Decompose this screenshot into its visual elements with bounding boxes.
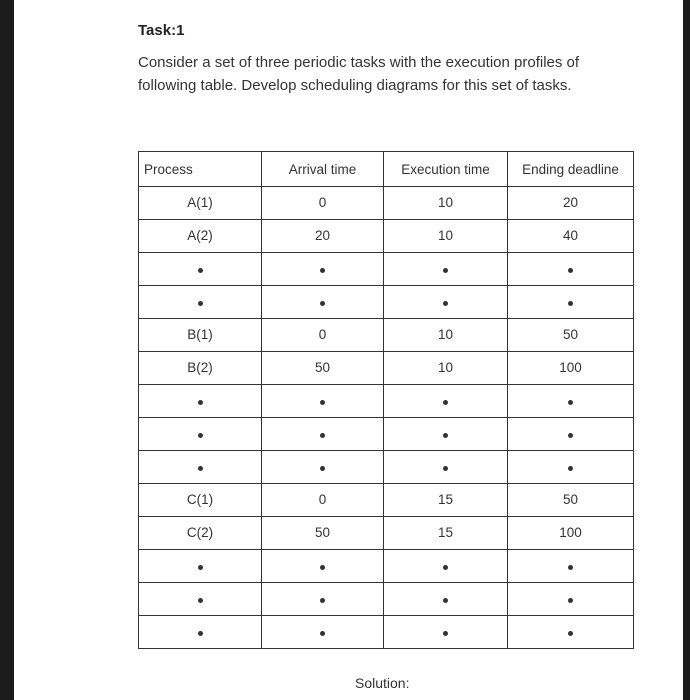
table-cell [139, 187, 262, 220]
table-cell [262, 517, 384, 550]
table-cell [508, 484, 634, 517]
cell-value: 0 [318, 492, 327, 507]
header-execution-time: Execution time [384, 152, 508, 187]
cell-value: 10 [437, 228, 454, 243]
table-row [139, 286, 634, 319]
continuation-dot [198, 301, 203, 306]
continuation-dot [198, 268, 203, 273]
cell-value: 15 [437, 492, 454, 507]
table-cell [384, 385, 508, 418]
continuation-dot [320, 301, 325, 306]
continuation-dot [443, 433, 448, 438]
continuation-dot [320, 598, 325, 603]
table-row [139, 484, 634, 517]
table-cell [384, 253, 508, 286]
table-cell [262, 385, 384, 418]
table-row [139, 451, 634, 484]
table-cell [262, 484, 384, 517]
cell-value: 0 [318, 195, 327, 210]
cell-value: C(1) [186, 492, 214, 507]
task-title: Task:1 [138, 22, 185, 39]
table-cell [139, 385, 262, 418]
cell-value: 50 [314, 360, 331, 375]
table-cell [508, 286, 634, 319]
table-cell [508, 517, 634, 550]
cell-value: 10 [437, 195, 454, 210]
cell-value: 100 [559, 360, 582, 375]
table-cell [508, 319, 634, 352]
continuation-dot [320, 268, 325, 273]
cell-value: B(1) [187, 327, 213, 342]
table-cell [262, 286, 384, 319]
continuation-dot [443, 268, 448, 273]
table-row [139, 418, 634, 451]
right-dark-margin [683, 0, 690, 700]
table-cell [508, 385, 634, 418]
cell-value: 20 [314, 228, 331, 243]
table-cell [139, 220, 262, 253]
table-cell [384, 187, 508, 220]
continuation-dot [198, 565, 203, 570]
table-cell [139, 583, 262, 616]
table-row [139, 583, 634, 616]
continuation-dot [198, 631, 203, 636]
table-cell [384, 319, 508, 352]
task-table [138, 151, 634, 649]
cell-value: 50 [314, 525, 331, 540]
continuation-dot [568, 631, 573, 636]
continuation-dot [443, 631, 448, 636]
table-cell [508, 187, 634, 220]
table-cell [384, 220, 508, 253]
cell-value: 10 [437, 327, 454, 342]
table-row [139, 616, 634, 649]
table-cell [508, 550, 634, 583]
cell-value: A(1) [187, 195, 213, 210]
continuation-dot [443, 301, 448, 306]
table-cell [262, 220, 384, 253]
continuation-dot [198, 598, 203, 603]
table-row [139, 550, 634, 583]
table-cell [262, 583, 384, 616]
solution-label: Solution: [355, 675, 410, 691]
table-cell [508, 418, 634, 451]
table-cell [384, 616, 508, 649]
table-row [139, 352, 634, 385]
cell-value: 0 [318, 327, 327, 342]
table-cell [139, 451, 262, 484]
continuation-dot [568, 565, 573, 570]
table-cell [508, 451, 634, 484]
continuation-dot [198, 466, 203, 471]
table-cell [262, 187, 384, 220]
continuation-dot [443, 598, 448, 603]
cell-value: 50 [562, 492, 579, 507]
table-row [139, 517, 634, 550]
continuation-dot [320, 565, 325, 570]
table-cell [508, 220, 634, 253]
table-cell [384, 451, 508, 484]
table-cell [384, 583, 508, 616]
cell-value: 10 [437, 360, 454, 375]
cell-value: 100 [559, 525, 582, 540]
continuation-dot [568, 598, 573, 603]
table-cell [139, 319, 262, 352]
continuation-dot [320, 631, 325, 636]
cell-value: B(2) [187, 360, 213, 375]
table-cell [139, 418, 262, 451]
table-cell [139, 550, 262, 583]
table-cell [139, 616, 262, 649]
table-cell [508, 253, 634, 286]
table-cell [139, 286, 262, 319]
table-row [139, 253, 634, 286]
continuation-dot [443, 466, 448, 471]
table-cell [508, 583, 634, 616]
continuation-dot [443, 565, 448, 570]
table-row [139, 220, 634, 253]
table-cell [262, 418, 384, 451]
table-header-row [139, 152, 634, 187]
table-cell [139, 253, 262, 286]
header-ending-deadline: Ending deadline [508, 152, 634, 187]
task-description: Consider a set of three periodic tasks with the execution profiles of following table. Develop scheduling diagrams for this set of tasks. [138, 54, 580, 94]
header-process: Process [139, 152, 262, 187]
continuation-dot [568, 433, 573, 438]
table-cell [384, 517, 508, 550]
left-dark-margin [0, 0, 14, 700]
continuation-dot [568, 268, 573, 273]
continuation-dot [568, 400, 573, 405]
table-cell [139, 517, 262, 550]
continuation-dot [568, 301, 573, 306]
continuation-dot [320, 400, 325, 405]
continuation-dot [320, 433, 325, 438]
continuation-dot [568, 466, 573, 471]
table-cell [508, 616, 634, 649]
cell-value: 50 [562, 327, 579, 342]
table-cell [384, 418, 508, 451]
table-cell [262, 253, 384, 286]
cell-value: C(2) [186, 525, 214, 540]
table-cell [508, 352, 634, 385]
table-cell [262, 451, 384, 484]
table-cell [139, 484, 262, 517]
table-cell [262, 616, 384, 649]
continuation-dot [198, 400, 203, 405]
cell-value: 40 [562, 228, 579, 243]
continuation-dot [198, 433, 203, 438]
table-cell [262, 319, 384, 352]
table-row [139, 385, 634, 418]
cell-value: 20 [562, 195, 579, 210]
cell-value: A(2) [187, 228, 213, 243]
cell-value: 15 [437, 525, 454, 540]
table-row [139, 187, 634, 220]
table-row [139, 319, 634, 352]
continuation-dot [320, 466, 325, 471]
table-cell [384, 550, 508, 583]
table-cell [139, 352, 262, 385]
table-cell [384, 352, 508, 385]
header-arrival-time: Arrival time [262, 152, 384, 187]
table-cell [384, 286, 508, 319]
table-cell [262, 550, 384, 583]
continuation-dot [443, 400, 448, 405]
table-cell [262, 352, 384, 385]
table-cell [384, 484, 508, 517]
